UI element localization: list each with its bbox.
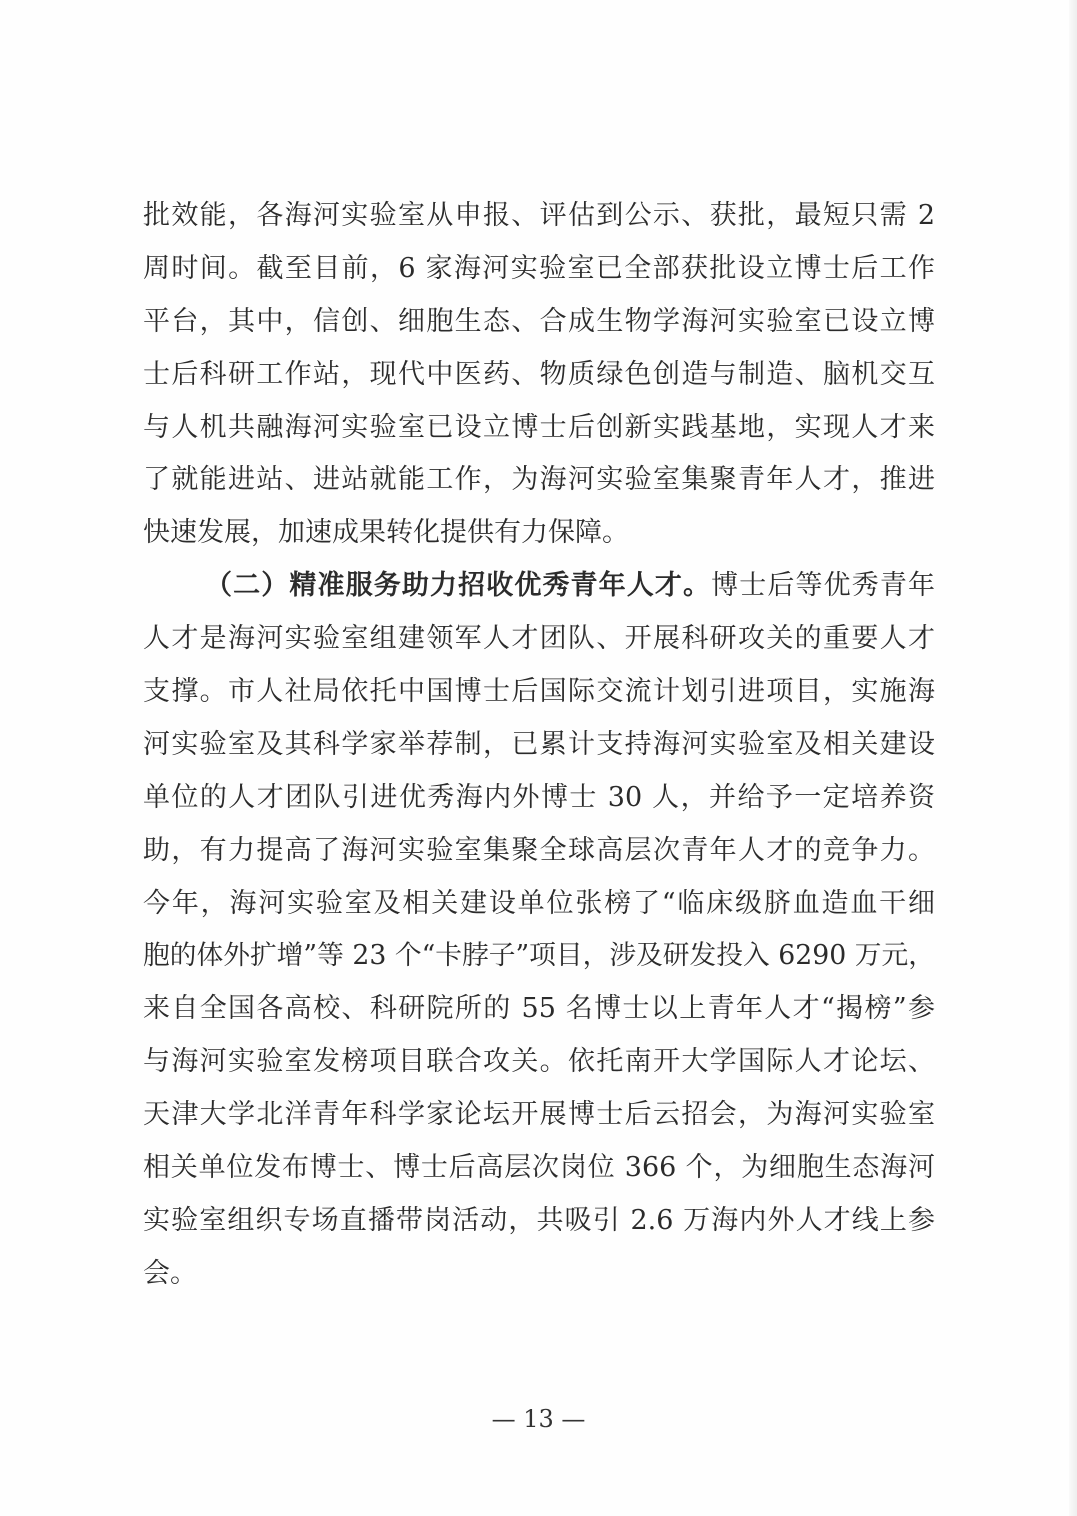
- text-line: 快速发展，加速成果转化提供有力保障。: [143, 517, 629, 549]
- text-line: 人才是海河实验室组建领军人才团队、开展科研攻关的重要人才: [143, 623, 935, 655]
- text-line: 相关单位发布博士、博士后高层次岗位 366 个，为细胞生态海河: [143, 1152, 935, 1184]
- text-line: 批效能，各海河实验室从申报、评估到公示、获批，最短只需 2: [143, 200, 935, 231]
- page-edge-shadow: [1069, 0, 1077, 1516]
- text-line: 助，有力提高了海河实验室集聚全球高层次青年人才的竞争力。: [143, 834, 935, 866]
- text-line: 会。: [143, 1257, 197, 1289]
- text-line: 天津大学北洋青年科学家论坛开展博士后云招会，为海河实验室: [143, 1099, 935, 1131]
- page-number: — 13 —: [491, 1405, 586, 1433]
- text-line: 来自全国各高校、科研院所的 55 名博士以上青年人才“揭榜”参: [143, 993, 935, 1025]
- section-heading-line: [143, 560, 935, 613]
- text-line: 今年，海河实验室及相关建设单位张榜了“临床级脐血造血干细: [143, 887, 935, 919]
- text-line: 胞的体外扩增”等 23 个“卡脖子”项目，涉及研发投入 6290 万元，: [143, 940, 935, 972]
- text-line: 了就能进站、进站就能工作，为海河实验室集聚青年人才，推进: [143, 464, 935, 496]
- text-line: 平台，其中，信创、细胞生态、合成生物学海河实验室已设立博: [143, 305, 935, 337]
- text-line: 与海河实验室发榜项目联合攻关。依托南开大学国际人才论坛、: [143, 1046, 935, 1078]
- section-heading-tail: 博士后等优秀青年: [711, 570, 936, 602]
- section-heading: （二）精准服务助力招收优秀青年人才。: [205, 570, 712, 602]
- text-line: 单位的人才团队引进优秀海内外博士 30 人，并给予一定培养资: [143, 781, 935, 813]
- text-line: 实验室组织专场直播带岗活动，共吸引 2.6 万海内外人才线上参: [143, 1204, 935, 1236]
- text-line: 支撑。市人社局依托中国博士后国际交流计划引进项目，实施海: [143, 676, 935, 708]
- text-line: 河实验室及其科学家举荐制，已累计支持海河实验室及相关建设: [143, 728, 935, 760]
- text-line: 士后科研工作站，现代中医药、物质绿色创造与制造、脑机交互: [143, 358, 935, 390]
- text-line: 与人机共融海河实验室已设立博士后创新实践基地，实现人才来: [143, 411, 935, 443]
- text-line: 周时间。截至目前，6 家海河实验室已全部获批设立博士后工作: [143, 252, 935, 284]
- body-text: [143, 190, 935, 1301]
